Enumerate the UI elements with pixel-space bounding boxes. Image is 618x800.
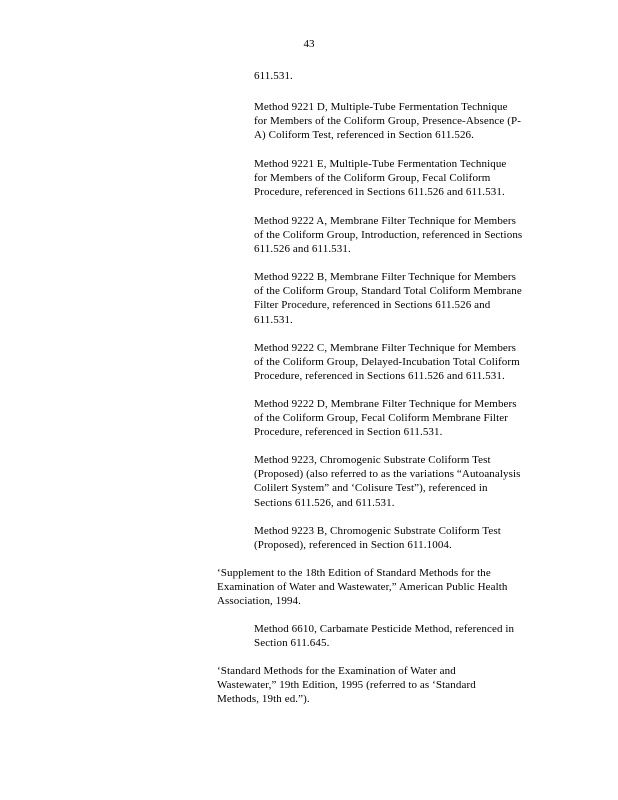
entry-continuation: [254, 69, 293, 83]
method-9222a-entry: [254, 214, 522, 257]
text-line: Wastewater,” 19th Edition, 1995 (referred to as ‘Standard: [217, 679, 476, 692]
text-line: Procedure, referenced in Section 611.531.: [254, 426, 443, 439]
text-line: of the Coliform Group, Delayed-Incubation Total Coliform: [254, 356, 520, 369]
method-6610-entry: [254, 622, 514, 650]
text-line: Examination of Water and Wastewater,” American Public Health: [217, 581, 508, 594]
text-line: of the Coliform Group, Introduction, referenced in Sections: [254, 229, 523, 242]
text-line: (Proposed), referenced in Section 611.1004.: [254, 539, 452, 552]
text-line: Colilert System” and ‘Colisure Test”), referenced in: [254, 482, 488, 495]
text-line: Method 9223, Chromogenic Substrate Coliform Test: [254, 454, 491, 466]
method-9223-entry: [254, 453, 521, 510]
text-line: ‘Standard Methods for the Examination of Water and: [217, 665, 456, 677]
text-line: for Members of the Coliform Group, Presence-Absence (P-: [254, 115, 521, 128]
method-9221d-entry: [254, 100, 521, 143]
page-number: 43: [303, 38, 315, 50]
text-line: Method 9223 B, Chromogenic Substrate Coliform Test: [254, 525, 501, 537]
text-line: A) Coliform Test, referenced in Section 611.526.: [254, 129, 475, 142]
text-line: Procedure, referenced in Sections 611.526 and 611.531.: [254, 370, 505, 383]
method-9222d-entry: [254, 397, 517, 440]
text-line: Section 611.645.: [254, 637, 330, 650]
text-line: Method 9222 D, Membrane Filter Technique for Members: [254, 398, 517, 410]
text-line: ‘Supplement to the 18th Edition of Standard Methods for the: [217, 567, 491, 579]
method-9222b-entry: [254, 270, 522, 327]
text-line: (Proposed) (also referred to as the variations “Autoanalysis: [254, 468, 521, 481]
text-line: of the Coliform Group, Fecal Coliform Membrane Filter: [254, 412, 508, 425]
text-line: of the Coliform Group, Standard Total Coliform Membrane: [254, 285, 522, 298]
text-line: Method 9222 B, Membrane Filter Technique for Members: [254, 271, 517, 283]
method-9222c-entry: [254, 341, 520, 384]
text-line: Sections 611.526, and 611.531.: [254, 496, 395, 509]
text-line: Method 9222 C, Membrane Filter Technique for Members: [254, 342, 517, 354]
method-9221e-entry: [254, 157, 506, 200]
text-line: Methods, 19th ed.”).: [217, 693, 310, 706]
text-line: Filter Procedure, referenced in Sections 611.526 and: [254, 299, 491, 312]
standard-methods-19th-edition-entry: [217, 664, 476, 707]
text-line: Procedure, referenced in Sections 611.526 and 611.531.: [254, 186, 505, 199]
text-line: Method 9222 A, Membrane Filter Technique for Members: [254, 215, 517, 227]
text-line: Method 9221 E, Multiple-Tube Fermentation Technique: [254, 158, 507, 170]
text-line: 611.526 and 611.531.: [254, 243, 351, 256]
text-line: Method 9221 D, Multiple-Tube Fermentation Technique: [254, 101, 508, 113]
text-line: 611.531.: [254, 70, 293, 82]
text-line: Association, 1994.: [217, 595, 301, 608]
text-line: Method 6610, Carbamate Pesticide Method, referenced in: [254, 623, 515, 635]
method-9223b-entry: [254, 524, 501, 552]
supplement-18th-edition-entry: [217, 566, 508, 609]
text-line: for Members of the Coliform Group, Fecal Coliform: [254, 172, 491, 185]
text-line: 611.531.: [254, 313, 293, 326]
